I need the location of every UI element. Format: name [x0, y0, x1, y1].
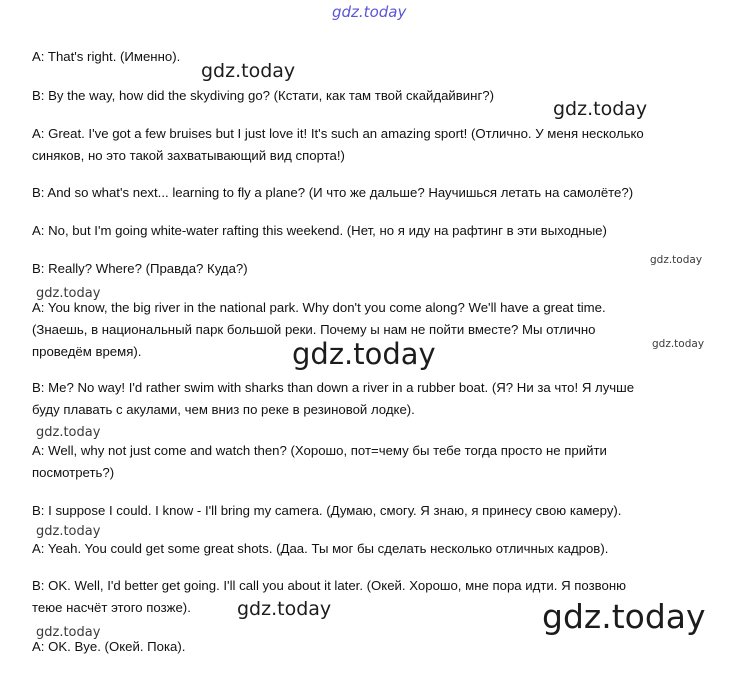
- dialogue-line: B: Really? Where? (Правда? Куда?): [32, 261, 248, 276]
- watermark: gdz.today: [201, 60, 296, 82]
- watermark-large: gdz.today: [542, 597, 706, 636]
- watermark-small: gdz.today: [652, 338, 705, 350]
- watermark-top: gdz.today: [332, 3, 407, 21]
- dialogue-line: A: You know, the big river in the national park. Why don't you come along? We'll have a great time.: [32, 300, 606, 315]
- dialogue-line: A: Yeah. You could get some great shots. (Даа. Ты мог бы сделать несколько отличных кадров).: [32, 541, 609, 556]
- dialogue-line: буду плавать с акулами, чем вниз по реке в резиновой лодке).: [32, 402, 415, 417]
- watermark-small: gdz.today: [36, 625, 101, 640]
- dialogue-line: теюе насчёт этого позже).: [32, 600, 191, 615]
- dialogue-line: B: And so what's next... learning to fly a plane? (И что же дальше? Научишься летать на самолёте?): [32, 185, 634, 200]
- watermark: gdz.today: [237, 598, 332, 620]
- dialogue-line: (Знаешь, в национальный парк большой реки. Почему ы нам не пойти вместе? Мы отлично: [32, 322, 596, 337]
- watermark-small: gdz.today: [36, 524, 101, 539]
- watermark-small: gdz.today: [650, 254, 703, 266]
- watermark: gdz.today: [553, 98, 648, 120]
- dialogue-line: проведём время).: [32, 344, 142, 359]
- dialogue-line: синяков, но это такой захватывающий вид спорта!): [32, 148, 345, 163]
- dialogue-line: A: OK. Bye. (Окей. Пока).: [32, 639, 186, 654]
- dialogue-line: B: I suppose I could. I know - I'll bring my camera. (Думаю, смогу. Я знаю, я принесу свою камеру).: [32, 503, 622, 518]
- watermark-small: gdz.today: [36, 286, 101, 301]
- dialogue-line: A: That's right. (Именно).: [32, 49, 181, 64]
- dialogue-line: A: Great. I've got a few bruises but I just love it! It's such an amazing sport! (Отлично. У меня несколько: [32, 126, 644, 141]
- dialogue-line: A: No, but I'm going white-water rafting this weekend. (Нет, но я иду на рафтинг в эти выходные): [32, 223, 607, 238]
- dialogue-line: B: By the way, how did the skydiving go? (Кстати, как там твой скайдайвинг?): [32, 88, 494, 103]
- dialogue-line: B: Me? No way! I'd rather swim with sharks than down a river in a rubber boat. (Я? Ни за что! Я лучше: [32, 380, 635, 395]
- dialogue-line: A: Well, why not just come and watch then? (Хорошо, пот=чему бы тебе тогда просто не прийти: [32, 443, 607, 458]
- watermark-small: gdz.today: [36, 425, 101, 440]
- dialogue-line: B: OK. Well, I'd better get going. I'll call you about it later. (Окей. Хорошо, мне пора идти. Я позвоню: [32, 578, 627, 593]
- dialogue-line: посмотреть?): [32, 465, 115, 480]
- watermark-large: gdz.today: [292, 337, 436, 371]
